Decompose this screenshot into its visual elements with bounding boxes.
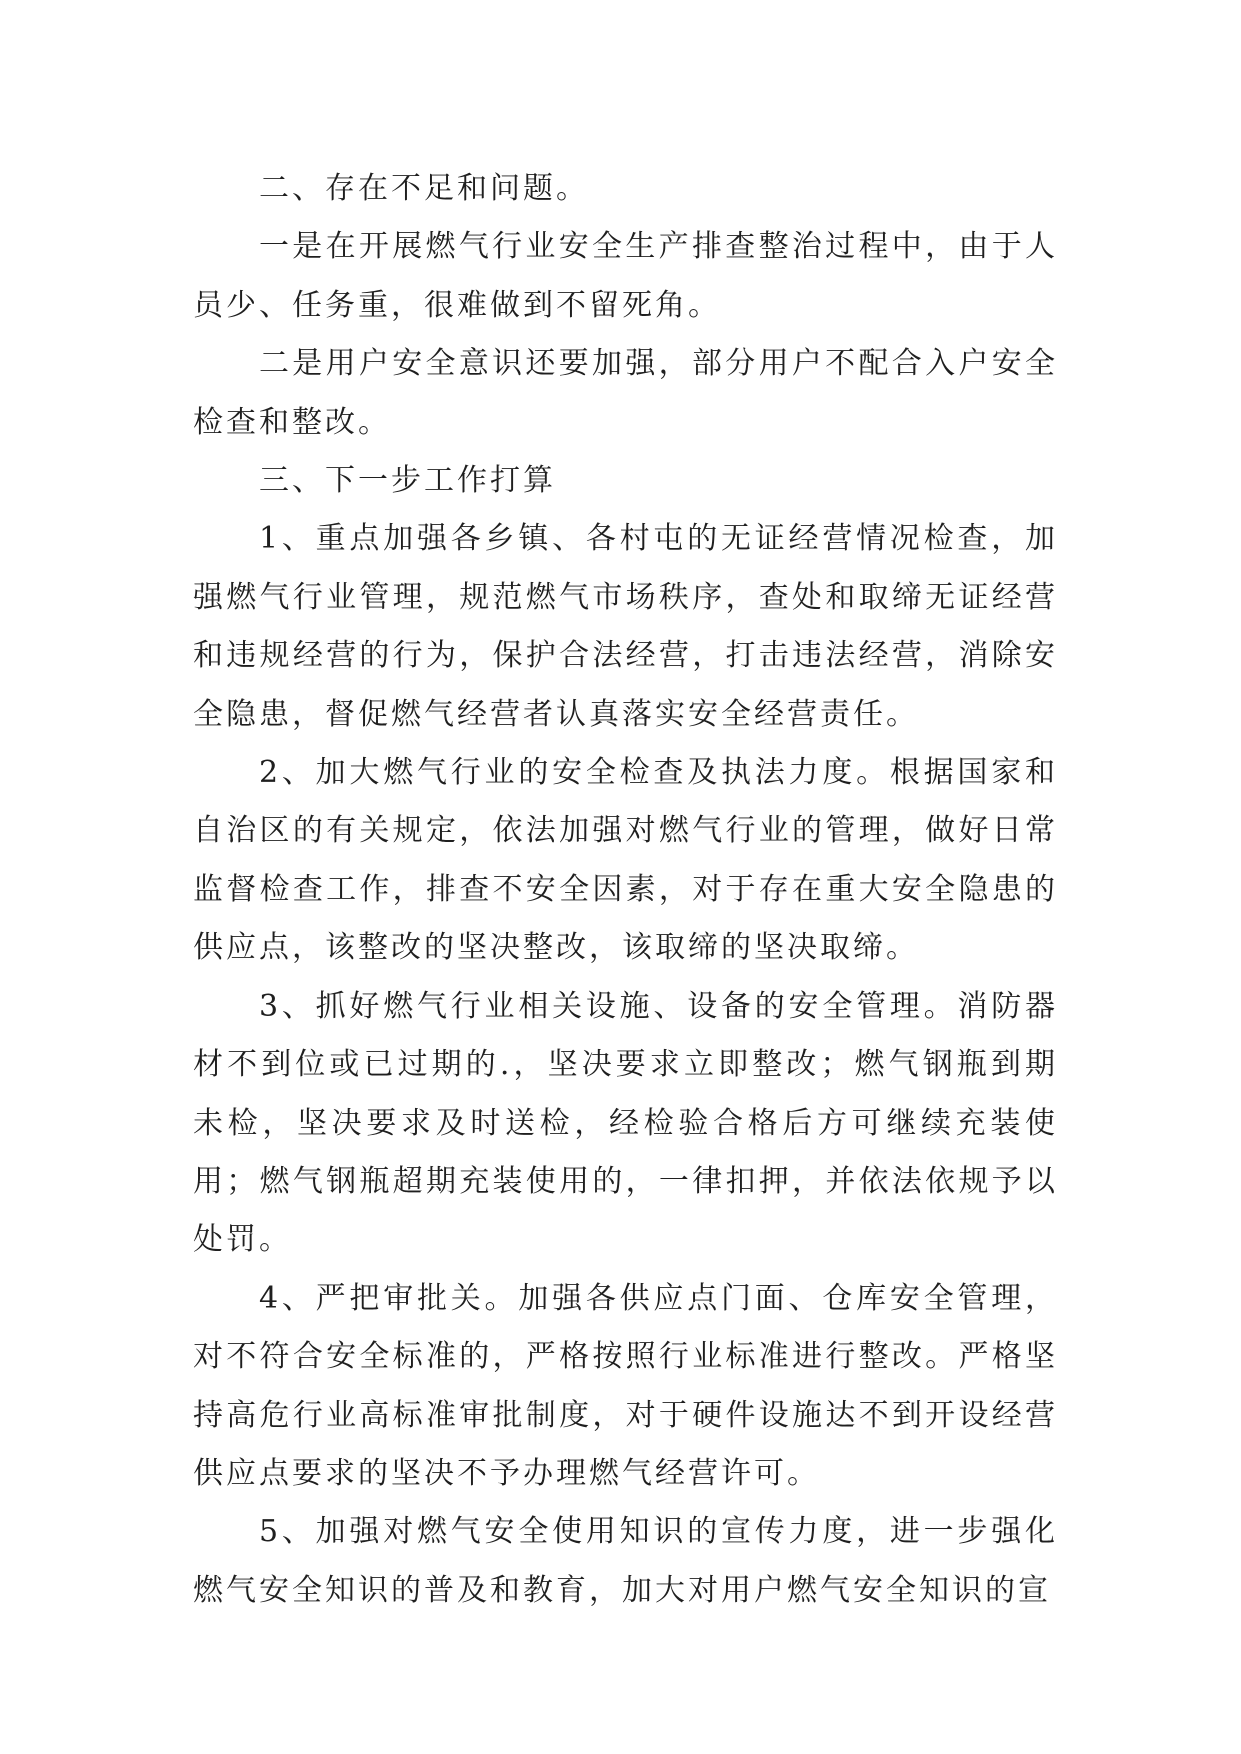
paragraph-step-4: 4、严把审批关。加强各供应点门面、仓库安全管理，对不符合安全标准的，严格按照行业标准进行整改。严格坚持高危行业高标准审批制度，对于硬件设施达不到开设经营供应点要求的坚决不予办理燃气经营许可。: [193, 1280, 1058, 1491]
paragraph-step-5: 5、加强对燃气安全使用知识的宣传力度，进一步强化燃气安全知识的普及和教育，加大对用户燃气安全知识的宣: [193, 1514, 1058, 1608]
paragraph-step-1: 1、重点加强各乡镇、各村屯的无证经营情况检查，加强燃气行业管理，规范燃气市场秩序，查处和取缔无证经营和违规经营的行为，保护合法经营，打击违法经营，消除安全隐患，督促燃气经营者认真落实安全经营责任。: [193, 521, 1058, 732]
paragraph-problem-2: 二是用户安全意识还要加强，部分用户不配合入户安全检查和整改。: [193, 346, 1058, 440]
paragraph-problem-1: 一是在开展燃气行业安全生产排查整治过程中，由于人员少、任务重，很难做到不留死角。: [193, 229, 1058, 323]
paragraph-step-2: 2、加大燃气行业的安全检查及执法力度。根据国家和自治区的有关规定，依法加强对燃气行业的管理，做好日常监督检查工作，排查不安全因素，对于存在重大安全隐患的供应点，该整改的坚决整改，该取缔的坚决取缔。: [193, 755, 1058, 966]
section-heading-problems: 二、存在不足和问题。: [259, 171, 589, 206]
paragraph-step-3: 3、抓好燃气行业相关设施、设备的安全管理。消防器材不到位或已过期的.，坚决要求立即整改；燃气钢瓶到期未检，坚决要求及时送检，经检验合格后方可继续充装使用；燃气钢瓶超期充装使用的，一律扣押，并依法依规予以处罚。: [193, 988, 1058, 1258]
section-heading-next-steps: 三、下一步工作打算: [259, 463, 556, 499]
document-body: [193, 160, 1058, 1620]
